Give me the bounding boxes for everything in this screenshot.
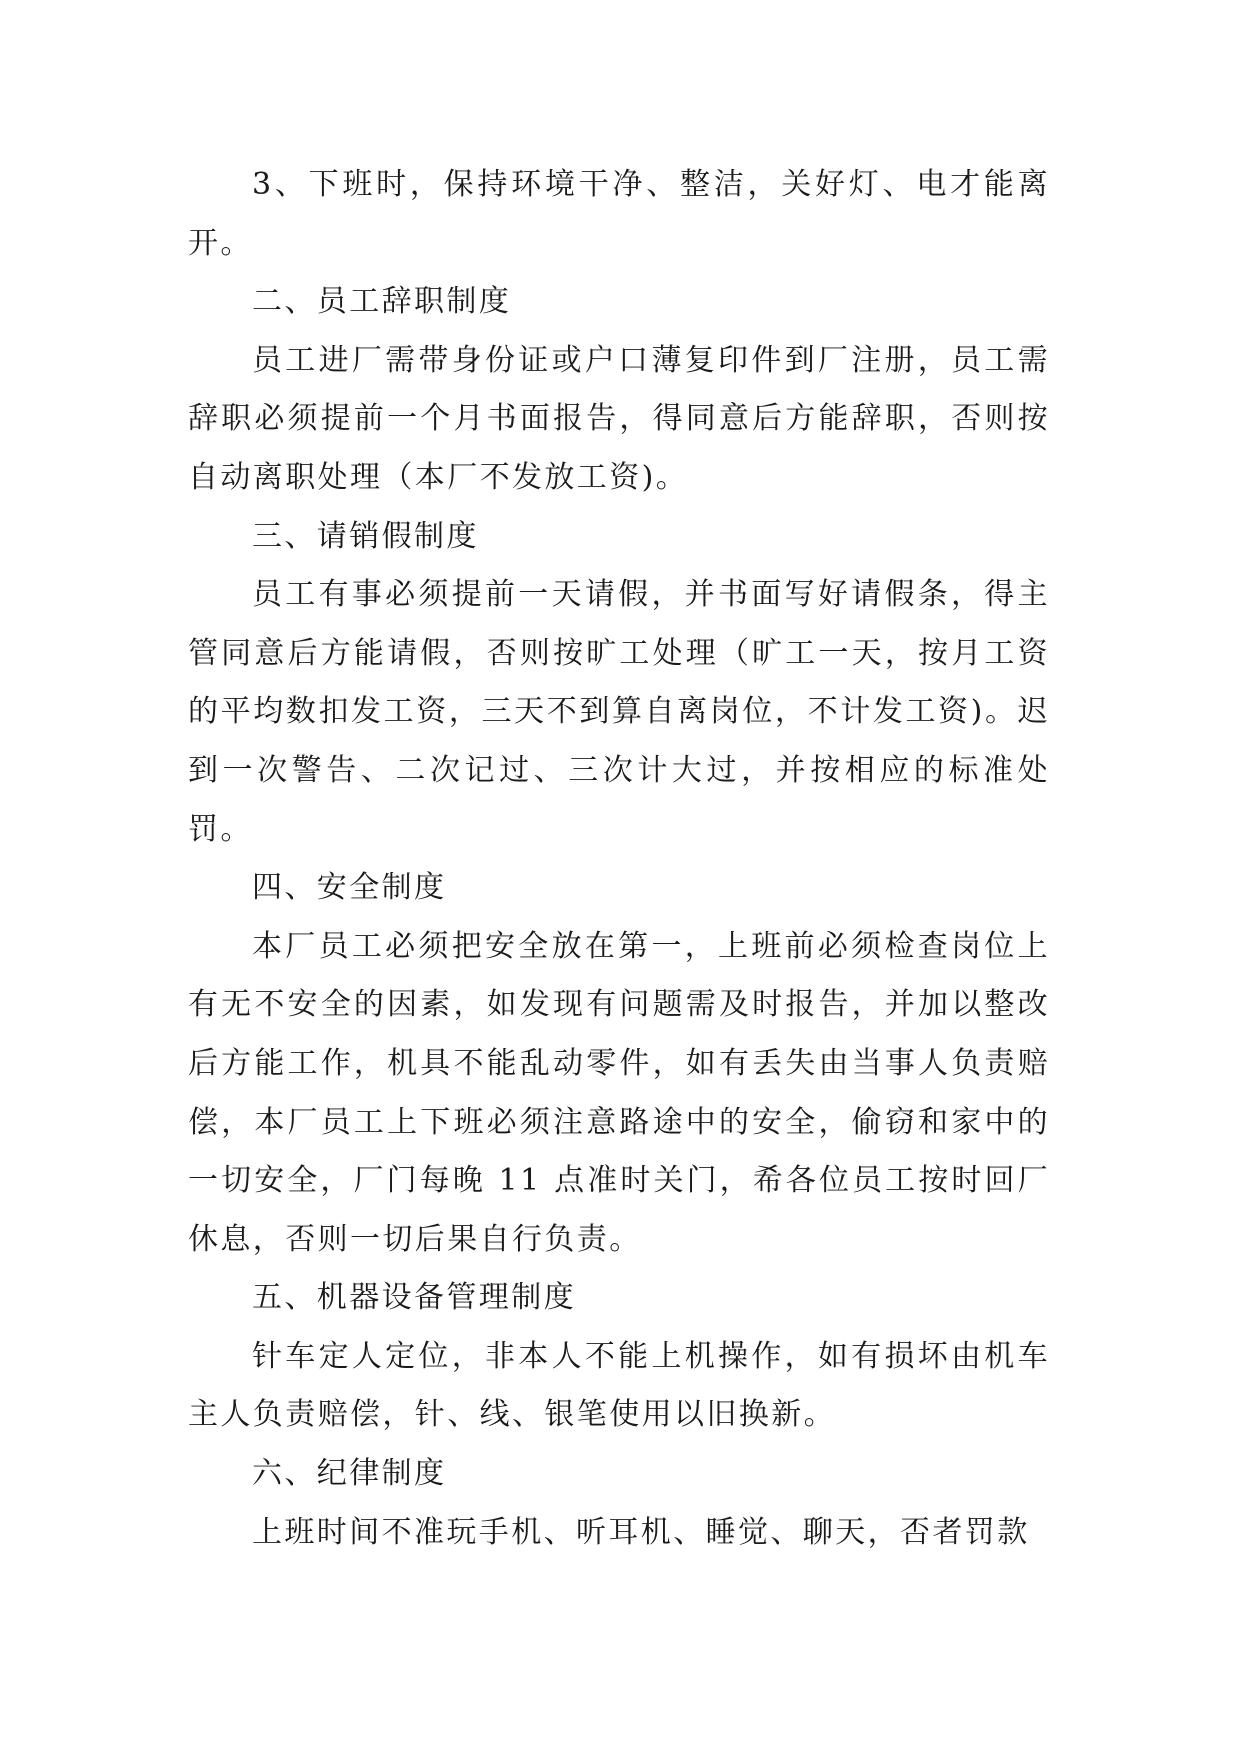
section-heading-equipment: 五、机器设备管理制度 [252,1280,576,1316]
document-body [188,156,1050,1562]
section-heading-discipline: 六、纪律制度 [252,1456,447,1492]
paragraph-safety-rule: 本厂员工必须把安全放在第一，上班前必须检查岗位上有无不安全的因素，如发现有问题需及时报告，并加以整改后方能工作，机具不能乱动零件，如有丢失由当事人负责赔偿，本厂员工上下班必须注意路途中的安全，偷窃和家中的一切安全，厂门每晚 11 点准时关门，希各位员工按时回厂休息，否则一切后果自行负责。 [188,928,1050,1257]
paragraph-leave-work-rule: 3、下班时，保持环境干净、整洁，关好灯、电才能离开。 [188,167,1050,261]
section-heading-resignation: 二、员工辞职制度 [252,284,512,320]
paragraph-leave-request-rule: 员工有事必须提前一天请假，并书面写好请假条，得主管同意后方能请假，否则按旷工处理（旷工一天，按月工资的平均数扣发工资，三天不到算自离岗位，不计发工资)。迟到一次警告、二次记过、三次计大过，并按相应的标准处罚。 [188,577,1050,847]
section-heading-safety: 四、安全制度 [252,870,447,906]
paragraph-discipline-rule: 上班时间不准玩手机、听耳机、睡觉、聊天，否者罚款 [252,1514,1030,1550]
paragraph-equipment-rule: 针车定人定位，非本人不能上机操作，如有损坏由机车主人负责赔偿，针、线、银笔使用以旧换新。 [188,1338,1050,1433]
paragraph-resignation-rule: 员工进厂需带身份证或户口薄复印件到厂注册，员工需辞职必须提前一个月书面报告，得同意后方能辞职，否则按自动离职处理（本厂不发放工资)。 [188,342,1050,495]
section-heading-leave-request: 三、请销假制度 [252,518,479,554]
